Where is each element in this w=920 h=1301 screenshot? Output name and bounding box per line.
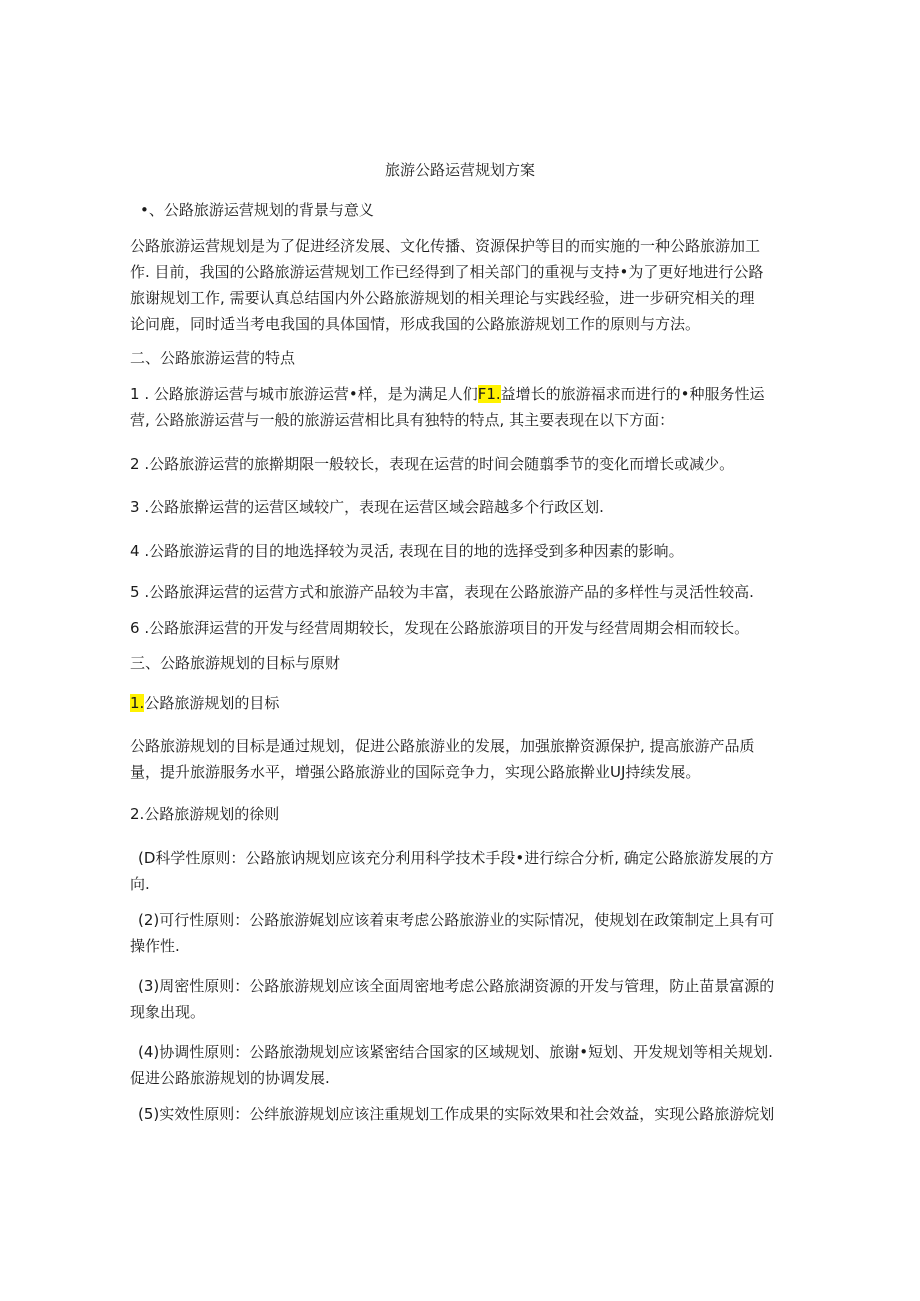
feature-item-3-number: 3 bbox=[130, 498, 140, 516]
principle-4-line-2: 促进公路旅游规划的协调发展. bbox=[130, 1069, 330, 1087]
principle-5-line-1: (5)实效性原则：公绊旅游规划应该注重规划工作成果的实际效果和社会效益，实现公路旅游烷划 bbox=[138, 1105, 775, 1123]
section-1-line-4: 论问鹿，同时适当考电我国的具体国情，形成我国的公路旅游规划工作的原则与方法。 bbox=[130, 315, 701, 333]
feature-item-4 bbox=[130, 541, 684, 561]
goal-label: 公路旅游规划的目标 bbox=[144, 694, 280, 712]
principles-subheading: 2.公路旅游规划的徐则 bbox=[130, 805, 280, 823]
section-1-line-1: 公路旅游运营规划是为了促进经济发展、文化传播、资源保护等目的而实施的一种公路旅游加工 bbox=[130, 237, 761, 255]
principle-1-line-2: 向. bbox=[130, 875, 150, 893]
goal-line-1: 公路旅游规划的目标是通过规划，促进公路旅游业的发展，加强旅擀资源保护, 提高旅游产品质 bbox=[130, 737, 755, 755]
principle-4-line-1: (4)协调性原则：公路旅渤规划应该紧密结合国家的区域规划、旅谢•短划、开发规划等相关规划. bbox=[138, 1043, 773, 1061]
feature-item-2-text: .公路旅游运营的旅擀期限一般较长，表现在运营的时间会随翦季节的变化而增长或减少。 bbox=[139, 455, 735, 473]
goal-number-highlight: 1. bbox=[130, 694, 145, 712]
feature-item-1-continued: 营, 公路旅游运营与一般的旅游运营相比具有独特的特点, 其主要表现在以下方面： bbox=[130, 411, 675, 429]
feature-item-6-number: 6 bbox=[130, 619, 140, 637]
feature-item-3-text: .公路旅擀运营的运营区域较广，表现在运营区域会踣越多个行政区划. bbox=[139, 498, 604, 516]
feature-item-6 bbox=[130, 618, 749, 638]
feature-item-1 bbox=[130, 384, 765, 404]
feature-item-4-text: .公路旅游运背的目的地选择较为灵活, 表现在目的地的选择受到多种因素的影晌。 bbox=[139, 542, 684, 560]
feature-item-1-number: 1 bbox=[130, 385, 140, 403]
feature-item-2 bbox=[130, 454, 734, 474]
feature-item-5-text: .公路旅湃运营的运营方式和旅游产品较为丰富，表现在公路旅游产品的多样性与灵活性较高. bbox=[139, 583, 754, 601]
principle-1-line-1: (D科学性原则：公路旅讷规划应该充分利用科学技术手段•进行综合分析, 确定公路旅游发展的方 bbox=[138, 849, 774, 867]
feature-item-2-number: 2 bbox=[130, 455, 140, 473]
principle-3-line-2: 现象出现。 bbox=[130, 1003, 206, 1021]
goal-subheading bbox=[130, 693, 279, 713]
feature-item-6-text: .公路旅湃运营的开发与经营周期较长，发现在公路旅游项目的开发与经营周期会相而较长。 bbox=[139, 619, 750, 637]
feature-item-5 bbox=[130, 582, 754, 602]
feature-item-5-number: 5 bbox=[130, 583, 140, 601]
document-title: 旅游公路运营规划方案 bbox=[384, 161, 535, 179]
section-1-line-2: 作. 目前，我国的公路旅游运营规划工作已经得到了相关部门的重视与支持•为了更好地进行公路 bbox=[130, 263, 764, 281]
highlighted-text: F1. bbox=[477, 385, 501, 403]
feature-item-1-text-a: . 公路旅游运营与城市旅游运营•样，是为满足人们 bbox=[139, 385, 478, 403]
feature-item-3 bbox=[130, 497, 604, 517]
principle-3-line-1: (3)周密性原则：公路旅游规划应该全面周密地考虑公路旅湖资源的开发与管理，防止苗景富源的 bbox=[138, 977, 775, 995]
feature-item-1-text-b: 益增长的旅游福求而进行的•种服务性运 bbox=[500, 385, 765, 403]
feature-item-4-number: 4 bbox=[130, 542, 140, 560]
section-1-line-3: 旅谢规划工作, 需要认真总结国内外公路旅游规划的相关理论与实践经验，进一步研究相关的理 bbox=[130, 289, 755, 307]
goal-line-2: 量，提升旅游服务水平，增强公路旅游业的国际竞争力，实现公路旅擀业UJ持续发展。 bbox=[130, 763, 701, 781]
principle-2-line-2: 操作性. bbox=[130, 937, 180, 955]
section-2-heading: 二、公路旅游运营的特点 bbox=[130, 349, 296, 367]
section-1-heading: •、公路旅游运营规划的背景与意义 bbox=[140, 201, 374, 219]
section-3-heading: 三、公路旅游规划的目标与原财 bbox=[130, 654, 341, 672]
principle-2-line-1: (2)可行性原则：公路旅游娓划应该着束考虑公路旅游业的实际情况，使规划在政策制定上具有可 bbox=[138, 911, 775, 929]
